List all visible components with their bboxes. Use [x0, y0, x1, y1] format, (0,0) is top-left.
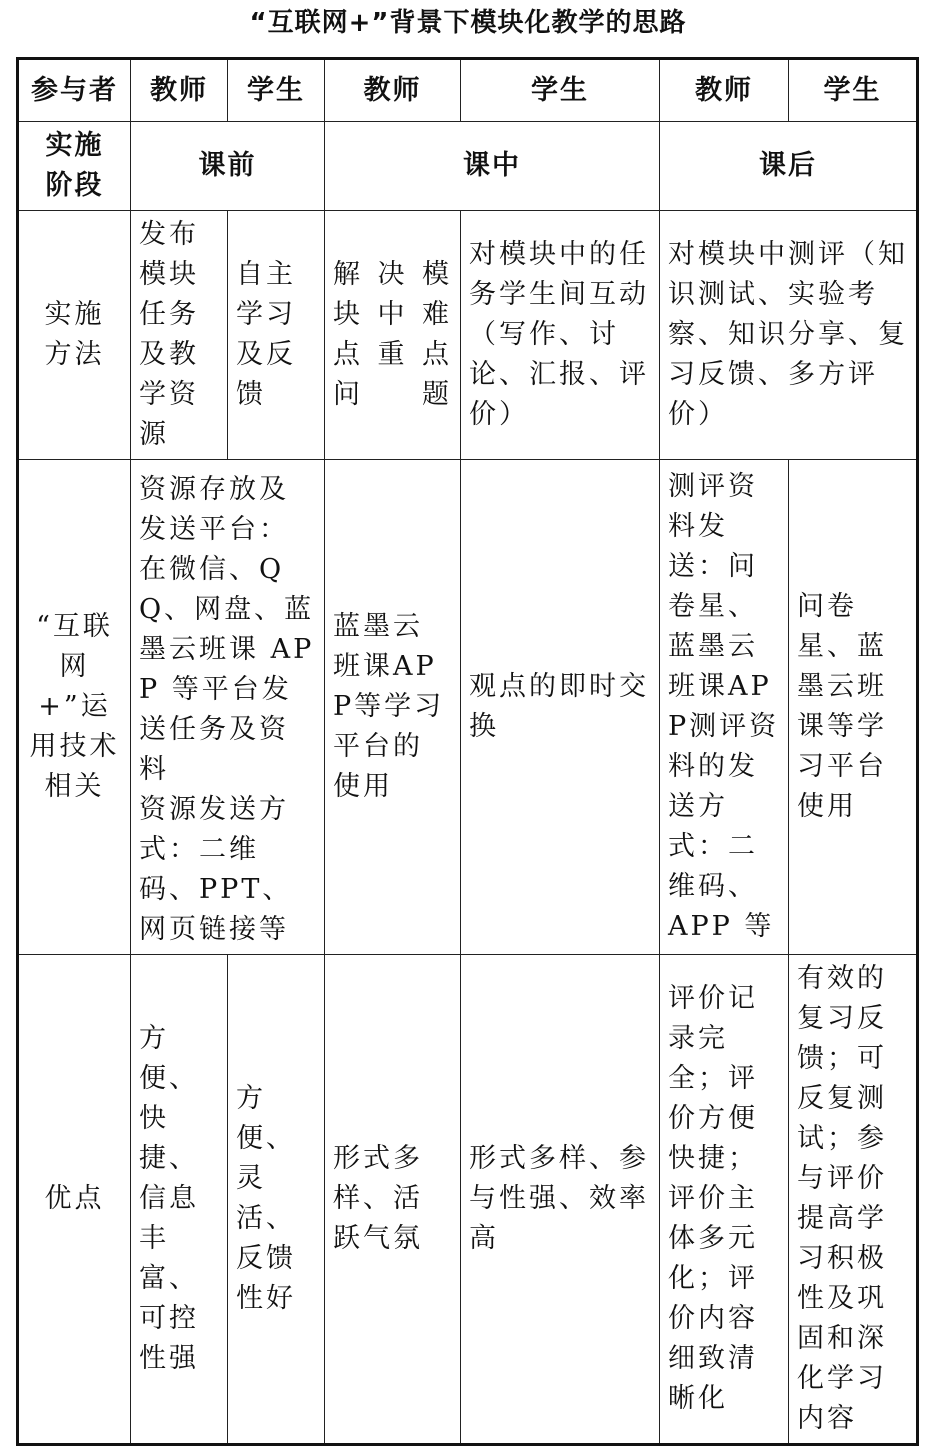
method-before-teacher: 发布模块任务及教学资源	[131, 211, 228, 460]
header-teacher-after: 教师	[660, 59, 789, 122]
table-title: “互联网+”背景下模块化教学的思路	[249, 8, 687, 38]
tech-before	[131, 460, 325, 955]
method-during-teacher: 解决模块中难点重点问题	[325, 211, 461, 460]
method-during-student: 对模块中的任务学生间互动（写作、讨论、汇报、评价）	[461, 211, 660, 460]
header-teacher-during: 教师	[325, 59, 461, 122]
advantage-label: 优点	[18, 955, 131, 1445]
header-student-before: 学生	[228, 59, 325, 122]
stage-during: 课中	[325, 122, 660, 211]
tech-label: “互联网+”运用技术相关	[18, 460, 131, 955]
stage-before: 课前	[131, 122, 325, 211]
header-participant: 参与者	[18, 59, 131, 122]
advantage-row	[18, 955, 918, 1445]
stage-row	[18, 122, 918, 211]
stage-label: 实施阶段	[18, 122, 131, 211]
tech-during-teacher: 蓝墨云班课APP等学习平台的使用	[325, 460, 461, 955]
tech-row	[18, 460, 918, 955]
method-label: 实施方法	[18, 211, 131, 460]
tech-during-student: 观点的即时交换	[461, 460, 660, 955]
advantage-during-teacher: 形式多样、活跃气氛	[325, 955, 461, 1445]
header-teacher-before: 教师	[131, 59, 228, 122]
advantage-before-student: 方便、灵活、反馈性好	[228, 955, 325, 1445]
tech-after-teacher: 测评资料发送：问卷星、蓝墨云班课APP测评资料的发送方式：二维码、APP 等	[660, 460, 789, 955]
advantage-after-teacher: 评价记录完全；评价方便快捷；评价主体多元化；评价内容细致清晰化	[660, 955, 789, 1445]
tech-after-student: 问卷星、蓝墨云班课等学习平台使用	[789, 460, 918, 955]
advantage-after-student: 有效的复习反馈；可反复测试；参与评价提高学习积极性及巩固和深化学习内容	[789, 955, 918, 1445]
header-row	[18, 59, 918, 122]
teaching-plan-table	[16, 57, 919, 1446]
header-student-after: 学生	[789, 59, 918, 122]
method-row	[18, 211, 918, 460]
tech-before-delivery: 资源发送方式：二维码、PPT、网页链接等	[139, 794, 293, 945]
advantage-during-student: 形式多样、参与性强、效率高	[461, 955, 660, 1445]
method-after: 对模块中测评（知识测试、实验考察、知识分享、复习反馈、多方评价）	[660, 211, 918, 460]
header-student-during: 学生	[461, 59, 660, 122]
advantage-before-teacher: 方便、快捷、信息丰富、可控性强	[131, 955, 228, 1445]
tech-before-platform: 资源存放及发送平台：在微信、QQ、网盘、蓝墨云班课 APP 等平台发送任务及资料	[139, 474, 315, 785]
stage-after: 课后	[660, 122, 918, 211]
method-before-student: 自主学习及反馈	[228, 211, 325, 460]
